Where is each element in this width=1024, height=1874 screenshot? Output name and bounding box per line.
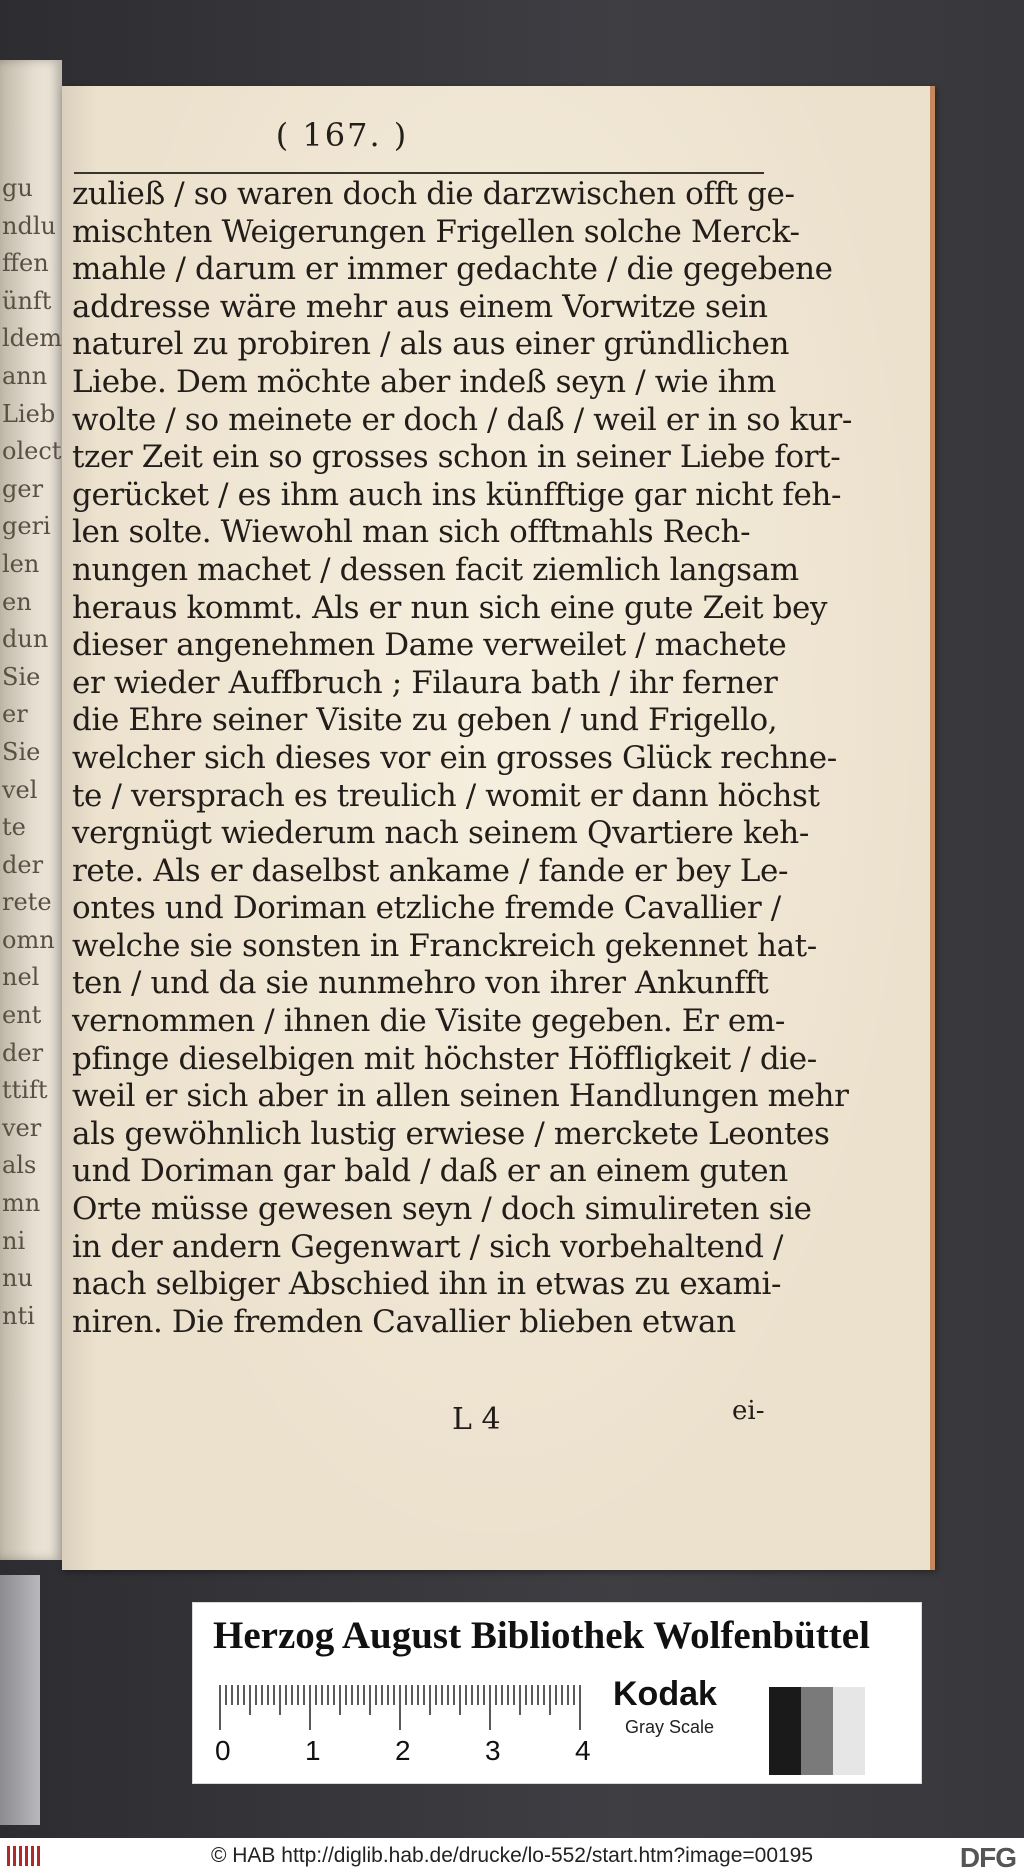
- ruler-number: 3: [485, 1735, 501, 1766]
- text-line: mahle / darum er immer gedachte / die gegebene: [72, 251, 833, 288]
- text-line: vernommen / ihnen die Visite gegeben. Er em-: [72, 1003, 785, 1040]
- text-line: wolte / so meinete er doch / daß / weil er in so kur-: [72, 401, 852, 438]
- facing-page-line: ann: [2, 361, 48, 390]
- facing-page-line: ldem: [2, 324, 62, 353]
- facing-page-line: Sie: [2, 662, 41, 691]
- gray-scale-swatches: [769, 1687, 865, 1775]
- text-line: ten / und da sie nunmehro von ihrer Ankunfft: [72, 965, 769, 1002]
- text-line: addresse wäre mehr aus einem Vorwitze sein: [72, 288, 768, 325]
- footer-bar: [0, 1838, 1024, 1874]
- text-line: niren. Die fremden Cavallier blieben etwan: [72, 1303, 736, 1340]
- text-line: tzer Zeit ein so grosses schon in seiner Liebe fort-: [72, 439, 841, 476]
- facing-page-line: olect: [2, 437, 62, 466]
- page-text: [72, 176, 852, 1341]
- page-number: ( 167. ): [275, 116, 409, 154]
- facing-page-line: omn: [2, 925, 55, 954]
- text-line: dieser angenehmen Dame verweilet / machete: [72, 627, 787, 664]
- facing-page-line: ent: [2, 1001, 42, 1030]
- facing-page-line: ffen: [2, 249, 49, 278]
- color-reference-card: [192, 1602, 922, 1784]
- ruler-ticks-icon: [215, 1675, 585, 1735]
- facing-page-line: Sie: [2, 737, 41, 766]
- facing-page-line: rete: [2, 888, 52, 917]
- text-line: welcher sich dieses vor ein grosses Glück rechne-: [72, 739, 837, 776]
- facing-page-line: Lieb: [2, 399, 56, 428]
- text-line: Orte müsse gewesen seyn / doch simulireten sie: [72, 1191, 812, 1228]
- text-line: nungen machet / dessen facit ziemlich langsam: [72, 551, 799, 588]
- copyright-link[interactable]: © HAB http://diglib.hab.de/drucke/lo-552/start.htm?image=00195: [210, 1844, 814, 1867]
- facing-page-line: en: [2, 587, 32, 616]
- page-stack-edge: [0, 1575, 40, 1825]
- text-line: rete. Als er daselbst ankame / fande er bey Le-: [72, 852, 789, 889]
- facing-page-text: [0, 60, 62, 1335]
- facing-page-line: len: [2, 549, 40, 578]
- facing-page-line: nu: [2, 1264, 33, 1293]
- ruler-number: 2: [395, 1735, 411, 1766]
- text-line: welche sie sonsten in Franckreich gekennet hat-: [72, 927, 817, 964]
- facing-page-line: der: [2, 1038, 44, 1067]
- facing-page-line: dun: [2, 625, 49, 654]
- facing-page-line: te: [2, 813, 26, 842]
- text-line: in der andern Gegenwart / sich vorbehaltend /: [72, 1228, 784, 1265]
- ruler-number: 0: [215, 1735, 231, 1766]
- facing-page-line: geri: [2, 512, 51, 541]
- text-line: und Doriman gar bald / daß er an einem guten: [72, 1153, 788, 1190]
- facing-page-line: ger: [2, 474, 44, 503]
- facing-page-line: ndlu: [2, 211, 56, 240]
- gray-scale-label: Gray Scale: [625, 1717, 715, 1737]
- ruler-number: 1: [305, 1735, 321, 1766]
- facing-page-line: mn: [2, 1189, 41, 1218]
- gray-swatch: [801, 1687, 833, 1775]
- gray-swatch: [769, 1687, 801, 1775]
- facing-page-line: nti: [2, 1301, 35, 1330]
- facing-page-fragment: [0, 60, 62, 1560]
- facing-page-line: ni: [2, 1226, 26, 1255]
- text-line: naturel zu probiren / als aus einer gründlichen: [72, 326, 790, 363]
- book-page: [62, 86, 935, 1570]
- text-line: nach selbiger Abschied ihn in etwas zu exami-: [72, 1266, 782, 1303]
- text-line: pfinge dieselbigen mit höchster Höffligkeit / die-: [72, 1040, 817, 1077]
- text-line: len solte. Wiewohl man sich offtmahls Rech-: [72, 514, 751, 551]
- ruler: [215, 1675, 591, 1775]
- text-line: er wieder Auffbruch ; Filaura bath / ihr ferner: [72, 664, 778, 701]
- facing-page-line: ver: [2, 1113, 42, 1142]
- text-line: als gewöhnlich lustig erwiese / merckete Leontes: [72, 1115, 830, 1152]
- header-rule: [74, 172, 764, 174]
- text-line: Liebe. Dem möchte aber indeß seyn / wie ihm: [72, 363, 776, 400]
- facing-page-line: ttift: [2, 1076, 48, 1105]
- text-line: weil er sich aber in allen seinen Handlungen mehr: [72, 1078, 849, 1115]
- ruler-number: 4: [575, 1735, 591, 1766]
- catchword: ei-: [732, 1396, 765, 1426]
- facing-page-line: gu: [2, 174, 33, 202]
- text-line: heraus kommt. Als er nun sich eine gute Zeit bey: [72, 589, 828, 626]
- text-line: te / versprach es treulich / womit er dann höchst: [72, 777, 820, 814]
- kodak-logo: Kodak: [613, 1675, 717, 1713]
- text-line: die Ehre seiner Visite zu geben / und Frigello,: [72, 702, 778, 739]
- gray-swatch: [833, 1687, 865, 1775]
- text-line: vergnügt wiederum nach seinem Qvartiere keh-: [72, 815, 809, 852]
- text-line: zuließ / so waren doch die darzwischen offt ge-: [72, 176, 795, 212]
- signature-mark: L 4: [452, 1402, 501, 1437]
- library-name: Herzog August Bibliothek Wolfenbüttel: [213, 1614, 870, 1657]
- facing-page-line: der: [2, 850, 44, 879]
- text-line: gerücket / es ihm auch ins künfftige gar nicht feh-: [72, 476, 842, 513]
- facing-page-line: als: [2, 1151, 37, 1180]
- text-line: ontes und Doriman etzliche fremde Cavallier /: [72, 890, 781, 927]
- facing-page-line: er: [2, 700, 28, 729]
- text-line: mischten Weigerungen Frigellen solche Merck-: [72, 213, 800, 250]
- facing-page-line: nel: [2, 963, 40, 992]
- facing-page-line: vel: [2, 775, 38, 804]
- dfg-logo: DFG: [959, 1842, 1016, 1873]
- facing-page-line: ünft: [2, 286, 52, 315]
